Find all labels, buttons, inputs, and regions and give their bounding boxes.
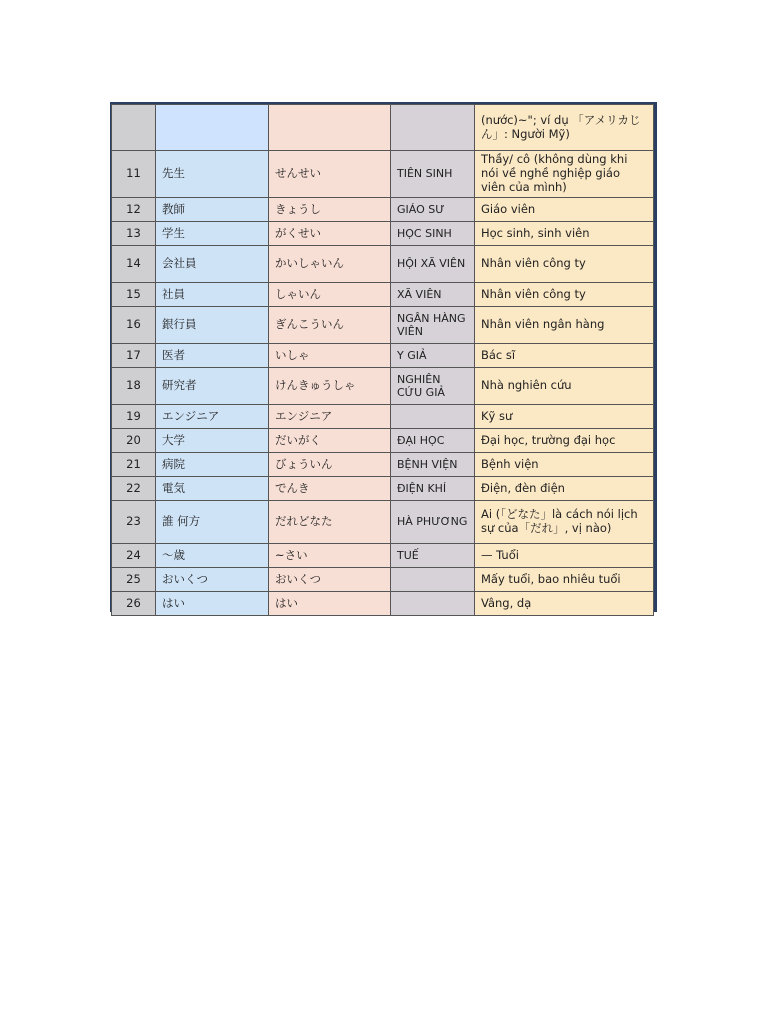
hanviet-cell: TUẾ: [391, 544, 475, 568]
vocabulary-table: [111, 104, 654, 616]
kanji-cell: ～歳: [156, 544, 269, 568]
kana-cell: びょういん: [269, 453, 391, 477]
kana-cell: がくせい: [269, 222, 391, 246]
kanji-cell: 社員: [156, 283, 269, 307]
table-row: [112, 198, 654, 222]
table-row: [112, 307, 654, 344]
kanji-cell: 学生: [156, 222, 269, 246]
row-number: 18: [112, 368, 156, 405]
table-row: [112, 368, 654, 405]
kanji-cell: [156, 105, 269, 151]
meaning-cell: Nhà nghiên cứu: [475, 368, 654, 405]
hanviet-cell: ĐIỆN KHÍ: [391, 477, 475, 501]
kana-cell: きょうし: [269, 198, 391, 222]
table-row: [112, 501, 654, 544]
kana-cell: エンジニア: [269, 405, 391, 429]
table-row: [112, 477, 654, 501]
hanviet-cell: NGÂN HÀNG VIÊN: [391, 307, 475, 344]
kanji-cell: 会社員: [156, 246, 269, 283]
table-row: [112, 151, 654, 198]
kana-cell: はい: [269, 592, 391, 616]
kanji-cell: 大学: [156, 429, 269, 453]
table-row: [112, 344, 654, 368]
meaning-cell: Bác sĩ: [475, 344, 654, 368]
row-number: 15: [112, 283, 156, 307]
table-row: [112, 222, 654, 246]
table-row: [112, 283, 654, 307]
kana-cell: しゃいん: [269, 283, 391, 307]
hanviet-cell: HỘI XÃ VIÊN: [391, 246, 475, 283]
row-number: 17: [112, 344, 156, 368]
row-number: 20: [112, 429, 156, 453]
meaning-cell: Nhân viên công ty: [475, 283, 654, 307]
kanji-cell: 誰 何方: [156, 501, 269, 544]
meaning-cell: Thầy/ cô (không dùng khi nói về nghề nghiệp giáo viên của mình): [475, 151, 654, 198]
hanviet-cell: HỌC SINH: [391, 222, 475, 246]
hanviet-cell: ĐẠI HỌC: [391, 429, 475, 453]
meaning-cell: Vâng, dạ: [475, 592, 654, 616]
kanji-cell: 銀行員: [156, 307, 269, 344]
row-number: 11: [112, 151, 156, 198]
hanviet-cell: [391, 405, 475, 429]
kana-cell: でんき: [269, 477, 391, 501]
kana-cell: ぎんこういん: [269, 307, 391, 344]
meaning-cell: Kỹ sư: [475, 405, 654, 429]
meaning-cell: Mấy tuổi, bao nhiêu tuổi: [475, 568, 654, 592]
hanviet-cell: HÀ PHƯƠNG: [391, 501, 475, 544]
table-row: [112, 453, 654, 477]
table-row: [112, 592, 654, 616]
hanviet-cell: [391, 568, 475, 592]
kanji-cell: 医者: [156, 344, 269, 368]
kana-cell: [269, 105, 391, 151]
kanji-cell: おいくつ: [156, 568, 269, 592]
row-number: 21: [112, 453, 156, 477]
row-number: 19: [112, 405, 156, 429]
table-row: [112, 568, 654, 592]
kana-cell: だいがく: [269, 429, 391, 453]
hanviet-cell: XÃ VIÊN: [391, 283, 475, 307]
hanviet-cell: [391, 105, 475, 151]
kanji-cell: 電気: [156, 477, 269, 501]
hanviet-cell: [391, 592, 475, 616]
kana-cell: おいくつ: [269, 568, 391, 592]
meaning-cell: — Tuổi: [475, 544, 654, 568]
kana-cell: いしゃ: [269, 344, 391, 368]
kanji-cell: エンジニア: [156, 405, 269, 429]
meaning-cell: Giáo viên: [475, 198, 654, 222]
row-number: [112, 105, 156, 151]
hanviet-cell: NGHIÊN CỨU GIẢ: [391, 368, 475, 405]
kanji-cell: 病院: [156, 453, 269, 477]
meaning-cell: Điện, đèn điện: [475, 477, 654, 501]
meaning-cell: Bệnh viện: [475, 453, 654, 477]
table-row: [112, 405, 654, 429]
row-number: 12: [112, 198, 156, 222]
kana-cell: だれどなた: [269, 501, 391, 544]
kana-cell: かいしゃいん: [269, 246, 391, 283]
kana-cell: ~さい: [269, 544, 391, 568]
table-row: [112, 544, 654, 568]
meaning-cell: Đại học, trường đại học: [475, 429, 654, 453]
row-number: 13: [112, 222, 156, 246]
row-number: 25: [112, 568, 156, 592]
table-row: [112, 429, 654, 453]
table-row: [112, 246, 654, 283]
row-number: 14: [112, 246, 156, 283]
table-row: [112, 105, 654, 151]
kanji-cell: 教師: [156, 198, 269, 222]
hanviet-cell: TIÊN SINH: [391, 151, 475, 198]
meaning-cell: (nước)~"; ví dụ 「アメリカじん」: Người Mỹ): [475, 105, 654, 151]
hanviet-cell: Y GIẢ: [391, 344, 475, 368]
row-number: 23: [112, 501, 156, 544]
meaning-cell: Nhân viên công ty: [475, 246, 654, 283]
meaning-cell: Học sinh, sinh viên: [475, 222, 654, 246]
kanji-cell: 先生: [156, 151, 269, 198]
row-number: 22: [112, 477, 156, 501]
kana-cell: せんせい: [269, 151, 391, 198]
row-number: 26: [112, 592, 156, 616]
kana-cell: けんきゅうしゃ: [269, 368, 391, 405]
kanji-cell: はい: [156, 592, 269, 616]
kanji-cell: 研究者: [156, 368, 269, 405]
meaning-cell: Ai (「どなた」là cách nói lịch sự của「だれ」, vị nào): [475, 501, 654, 544]
row-number: 24: [112, 544, 156, 568]
hanviet-cell: BỆNH VIỆN: [391, 453, 475, 477]
row-number: 16: [112, 307, 156, 344]
vocabulary-table-container: [110, 102, 657, 612]
hanviet-cell: GIÁO SƯ: [391, 198, 475, 222]
meaning-cell: Nhân viên ngân hàng: [475, 307, 654, 344]
